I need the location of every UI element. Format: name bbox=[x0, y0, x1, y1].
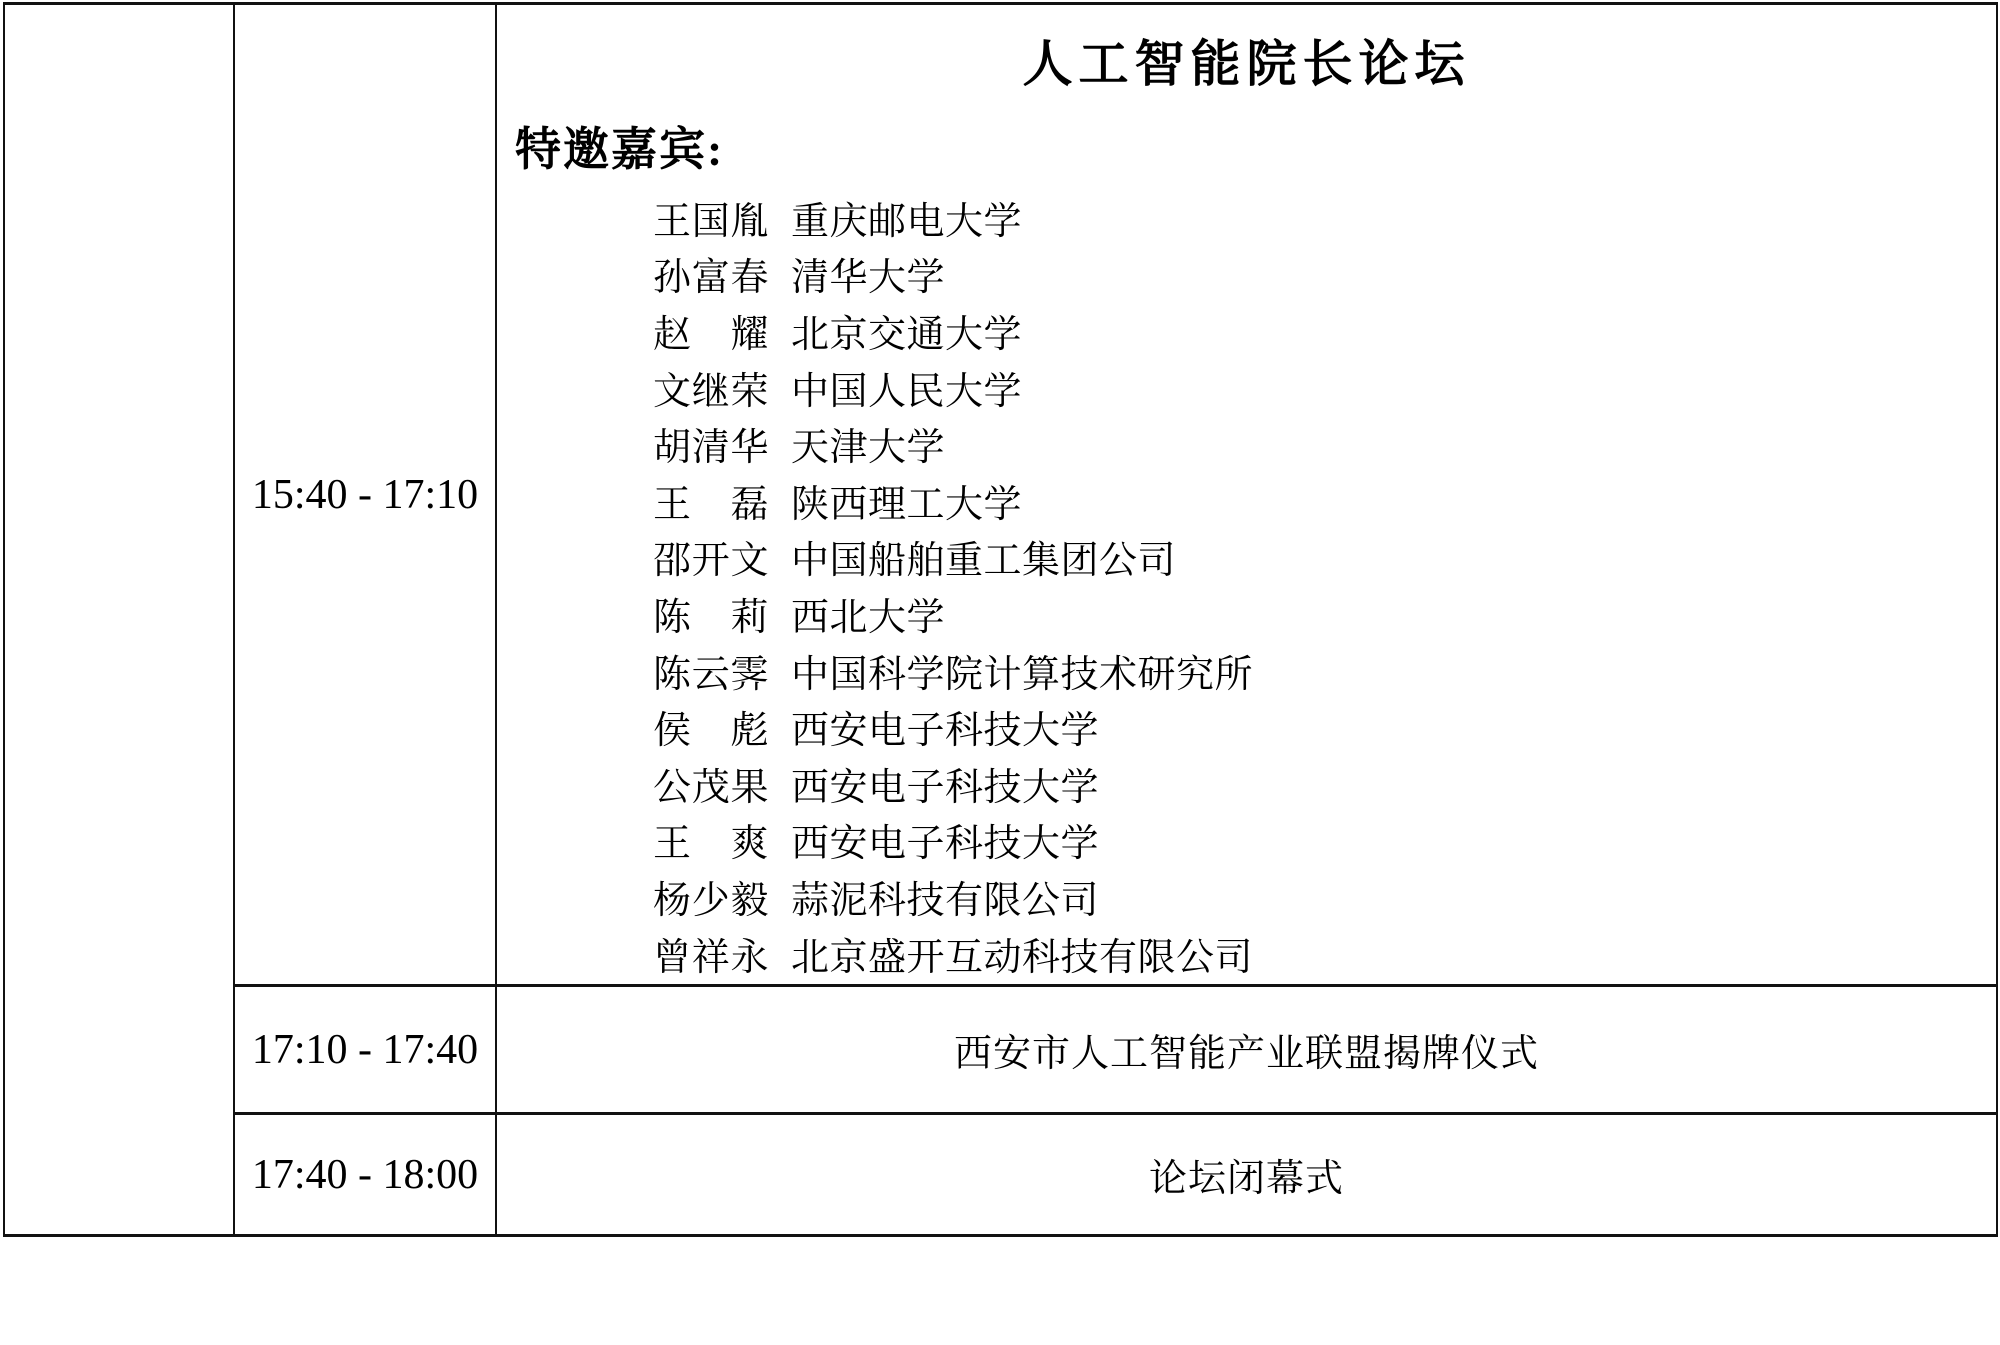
guest-affiliation: 北京交通大学 bbox=[791, 313, 1023, 356]
guest-name: 邵开文 bbox=[653, 540, 769, 583]
table-left-border bbox=[3, 2, 5, 1237]
guest-row bbox=[653, 359, 1996, 416]
guest-affiliation: 中国科学院计算技术研究所 bbox=[791, 653, 1254, 696]
guest-name: 王磊 bbox=[653, 483, 769, 526]
guest-name: 侯彪 bbox=[653, 710, 769, 753]
guest-row bbox=[653, 698, 1996, 755]
guest-row bbox=[653, 302, 1996, 359]
guest-row bbox=[653, 755, 1996, 812]
guests-label: 特邀嘉宾: bbox=[515, 124, 725, 175]
event-cell-closing: 论坛闭幕式 bbox=[1148, 1158, 1344, 1200]
guest-name: 赵耀 bbox=[653, 313, 769, 356]
guest-affiliation: 中国人民大学 bbox=[791, 370, 1023, 413]
guest-name: 曾祥永 bbox=[653, 936, 769, 979]
guest-name: 文继荣 bbox=[653, 370, 769, 413]
guest-name: 陈云霁 bbox=[653, 653, 769, 696]
guest-row bbox=[653, 585, 1996, 642]
guest-row bbox=[653, 472, 1996, 529]
guest-row bbox=[653, 415, 1996, 472]
guest-name: 孙富春 bbox=[653, 257, 769, 300]
guest-affiliation: 清华大学 bbox=[791, 257, 946, 300]
guest-affiliation: 陕西理工大学 bbox=[791, 483, 1023, 526]
guest-name: 王国胤 bbox=[653, 200, 769, 243]
guest-row bbox=[653, 246, 1996, 303]
guest-row bbox=[653, 642, 1996, 699]
time-cell-unveiling: 17:10 - 17:40 bbox=[251, 1026, 479, 1073]
guest-name: 王爽 bbox=[653, 823, 769, 866]
guest-list bbox=[653, 189, 1996, 981]
guest-affiliation: 西安电子科技大学 bbox=[791, 766, 1100, 809]
guest-name: 公茂果 bbox=[653, 766, 769, 809]
guest-affiliation: 西北大学 bbox=[791, 596, 946, 639]
guest-row bbox=[653, 868, 1996, 925]
table-bottom-border bbox=[3, 1234, 1998, 1237]
time-cell-closing: 17:40 - 18:00 bbox=[251, 1151, 479, 1198]
guest-affiliation: 天津大学 bbox=[791, 427, 946, 470]
guest-row bbox=[653, 925, 1996, 982]
event-cell-unveiling: 西安市人工智能产业联盟揭牌仪式 bbox=[953, 1033, 1539, 1075]
guest-affiliation: 西安电子科技大学 bbox=[791, 823, 1100, 866]
time-cell-session: 15:40 - 17:10 bbox=[251, 471, 479, 518]
session-cell bbox=[497, 5, 1996, 984]
guest-row bbox=[653, 189, 1996, 246]
guest-affiliation: 中国船舶重工集团公司 bbox=[791, 540, 1177, 583]
guest-name: 胡清华 bbox=[653, 427, 769, 470]
table-right-border bbox=[1996, 2, 1998, 1237]
guest-affiliation: 北京盛开互动科技有限公司 bbox=[791, 936, 1254, 979]
guest-affiliation: 重庆邮电大学 bbox=[791, 200, 1023, 243]
guest-row bbox=[653, 812, 1996, 869]
guest-affiliation: 西安电子科技大学 bbox=[791, 710, 1100, 753]
guest-name: 陈莉 bbox=[653, 596, 769, 639]
guest-row bbox=[653, 529, 1996, 586]
guest-affiliation: 蒜泥科技有限公司 bbox=[791, 879, 1100, 922]
session-title: 人工智能院长论坛 bbox=[1022, 36, 1471, 92]
guest-name: 杨少毅 bbox=[653, 879, 769, 922]
